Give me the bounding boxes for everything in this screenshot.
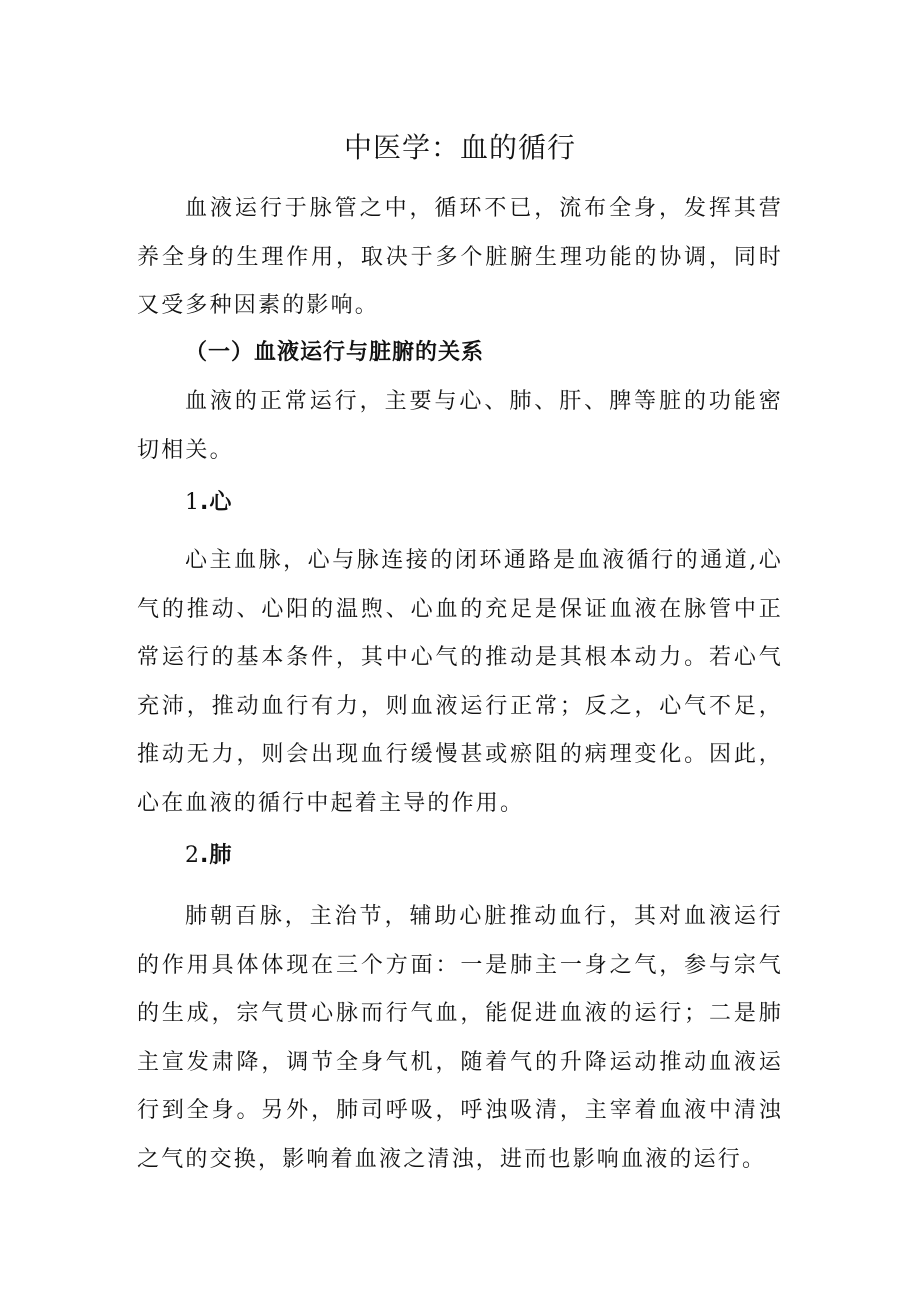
- item-heading-heart: [185, 483, 232, 523]
- page-title: 中医学：血的循行: [343, 131, 576, 164]
- intro-paragraph: 血液运行于脉管之中，循环不已，流布全身，发挥其营养全身的生理作用，取决于多个脏腑生理功能的协调，同时又受多种因素的影响。: [137, 196, 783, 318]
- section-heading-1: （一）血液运行与脏腑的关系: [185, 340, 485, 365]
- item-number: 2: [185, 843, 200, 868]
- item-heading-lung: [185, 836, 232, 876]
- heart-paragraph: 心主血脉，心与脉连接的闭环通路是血液循行的通道,心气的推动、心阳的温煦、心血的充足是保证血液在脉管中正常运行的基本条件，其中心气的推动是其根本动力。若心气充沛，推动血行有力，则血液运行正常；反之，心气不足，推动无力，则会出现血行缓慢甚或瘀阻的病理变化。因此，心在血液的循行中起着主导的作用。: [137, 548, 783, 816]
- item-number: 1: [185, 490, 200, 515]
- item-label: .肺: [200, 843, 233, 868]
- lung-paragraph: 肺朝百脉，主治节，辅助心脏推动血行，其对血液运行的作用具体体现在三个方面：一是肺主一身之气，参与宗气的生成，宗气贯心脉而行气血，能促进血液的运行；二是肺主宣发肃降，调节全身气机，随着气的升降运动推动血液运行到全身。另外，肺司呼吸，呼浊吸清，主宰着血液中清浊之气的交换，影响着血液之清浊，进而也影响血液的运行。: [137, 904, 783, 1172]
- section1-paragraph: 血液的正常运行，主要与心、肺、肝、脾等脏的功能密切相关。: [137, 389, 783, 463]
- item-label: .心: [200, 490, 233, 515]
